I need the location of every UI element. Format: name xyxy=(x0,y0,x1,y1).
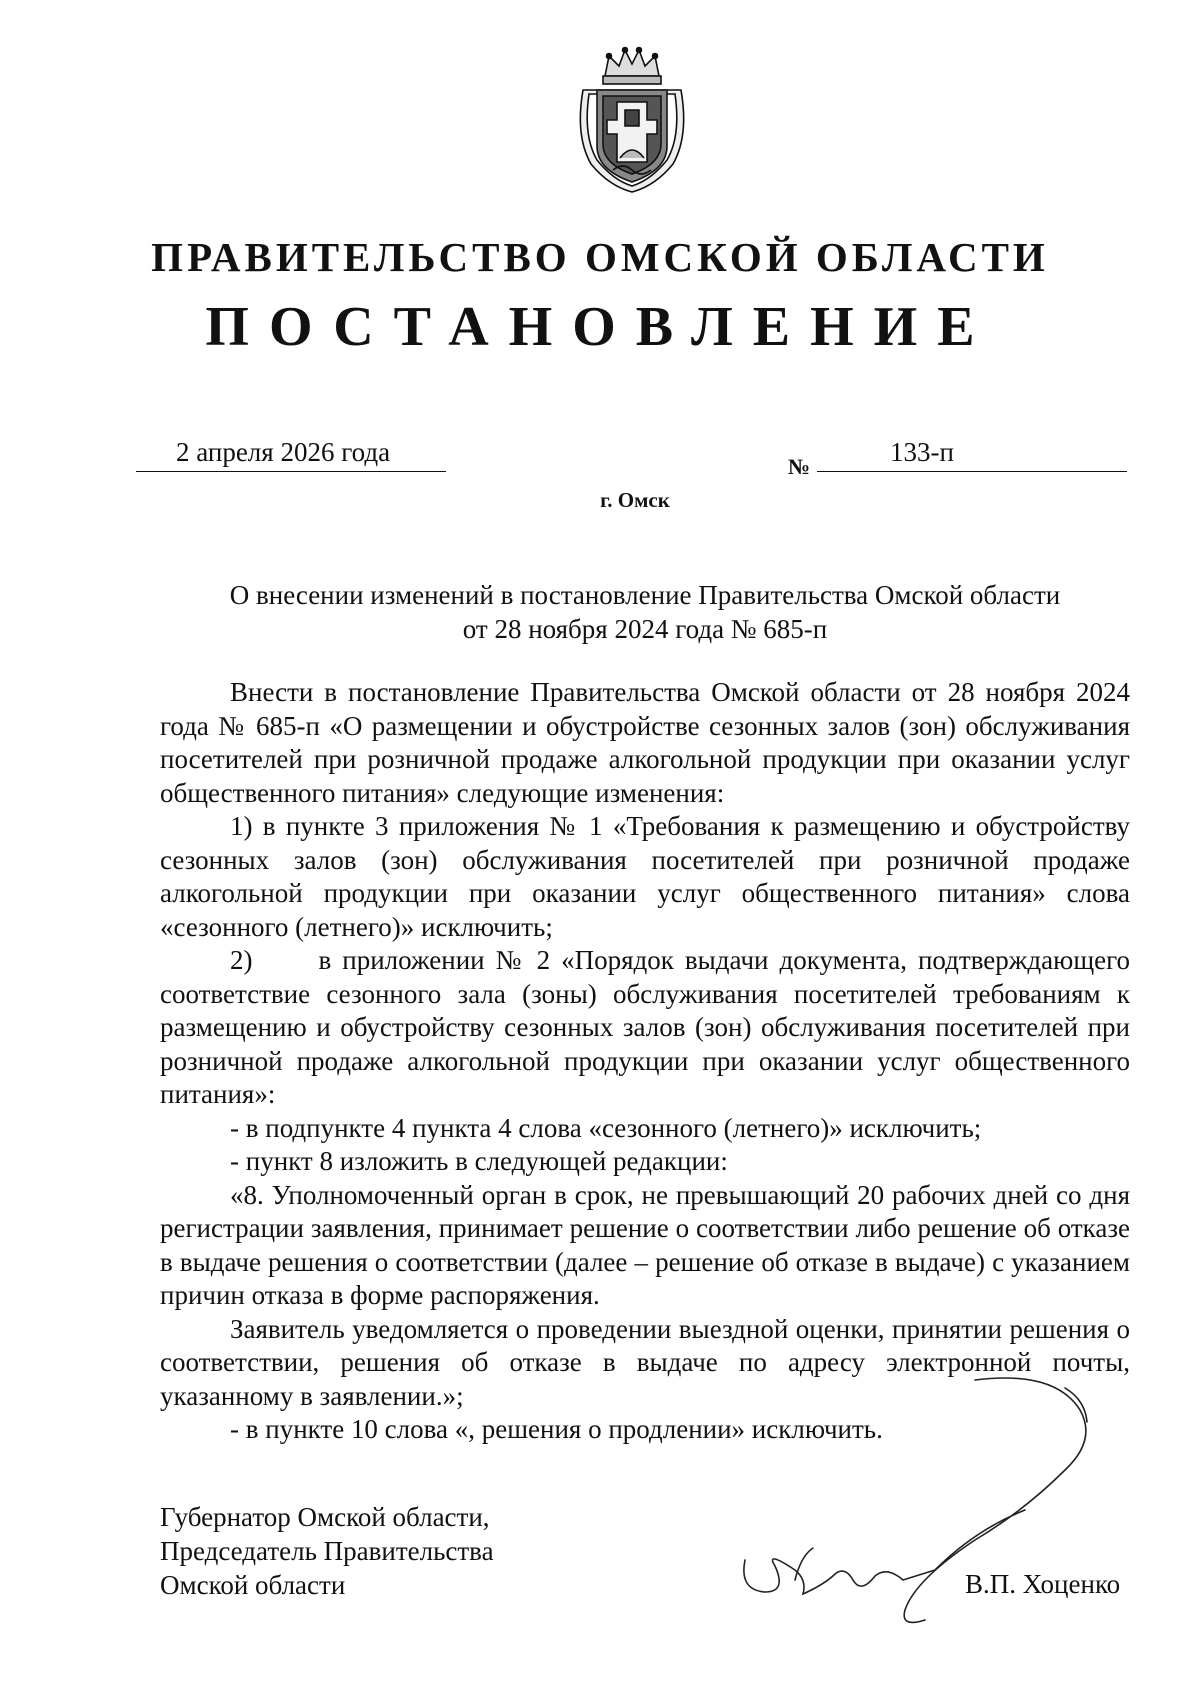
document-type-heading: ПОСТАНОВЛЕНИЕ xyxy=(205,296,995,358)
signer-position-line: Председатель Правительства xyxy=(160,1536,494,1566)
document-date: 2 апреля 2026 года xyxy=(176,437,391,467)
body-paragraph: «8. Уполномоченный орган в срок, не превышающий 20 рабочих дней со дня регистрации заявления, принимает решение о соответствии либо решение об отказе в выдаче решения о соответствии (далее – решение об отказе в выдаче) с указанием причин отказа в форме распоряжения. xyxy=(160,1179,1130,1310)
body-paragraph: - пункт 8 изложить в следующей редакции: xyxy=(230,1146,728,1176)
signer-name: В.П. Хоценко xyxy=(965,1569,1121,1599)
document-date-field xyxy=(136,436,446,472)
body-paragraph: Заявитель уведомляется о проведении выездной оценки, принятии решения о соответствии, решения об отказе в выдаче по адресу электронной почты, указанному в заявлении.»; xyxy=(160,1313,1130,1411)
document-body xyxy=(160,676,1130,1447)
city-label: г. Омск xyxy=(600,488,670,512)
body-paragraph: Внести в постановление Правительства Омской области от 28 ноября 2024 года № 685-п «О размещении и обустройстве сезонных залов (зон) обслуживания посетителей при розничной продаже алкогольной продукции при оказании услуг общественного питания» следующие изменения: xyxy=(160,677,1130,808)
body-paragraph: - в пункте 10 слова «, решения о продлении» исключить. xyxy=(230,1414,883,1444)
document-subject xyxy=(160,578,1130,646)
subject-line: О внесении изменений в постановление Правительства Омской области xyxy=(229,580,1061,610)
document-number-field xyxy=(817,436,1127,472)
body-paragraph: 2) в приложении № 2 «Порядок выдачи документа, подтверждающего соответствие сезонного зала (зоны) обслуживания посетителей требованиям к размещению и обустройству сезонных залов (зон) обслуживания посетителей при розничной продаже алкогольной продукции при оказании услуг общественного питания»: xyxy=(160,945,1130,1109)
body-paragraph: 1) в пункте 3 приложения № 1 «Требования к размещению и обустройству сезонных залов (зон) обслуживания посетителей при розничной продаже алкогольной продукции при оказании услуг общественного питания» слова «сезонного (летнего)» исключить; xyxy=(160,811,1130,942)
signer-position-line: Губернатор Омской области, xyxy=(160,1502,490,1532)
organization-title: ПРАВИТЕЛЬСТВО ОМСКОЙ ОБЛАСТИ xyxy=(151,234,1049,280)
number-label: № xyxy=(788,454,811,479)
body-paragraph: - в подпункте 4 пункта 4 слова «сезонного (летнего)» исключить; xyxy=(230,1112,982,1143)
document-number: 133-п xyxy=(890,437,954,467)
subject-line: от 28 ноября 2024 года № 685-п xyxy=(462,614,828,644)
signer-position-line: Омской области xyxy=(160,1570,346,1600)
signer-position xyxy=(160,1500,494,1602)
coat-of-arms-icon xyxy=(565,46,699,194)
